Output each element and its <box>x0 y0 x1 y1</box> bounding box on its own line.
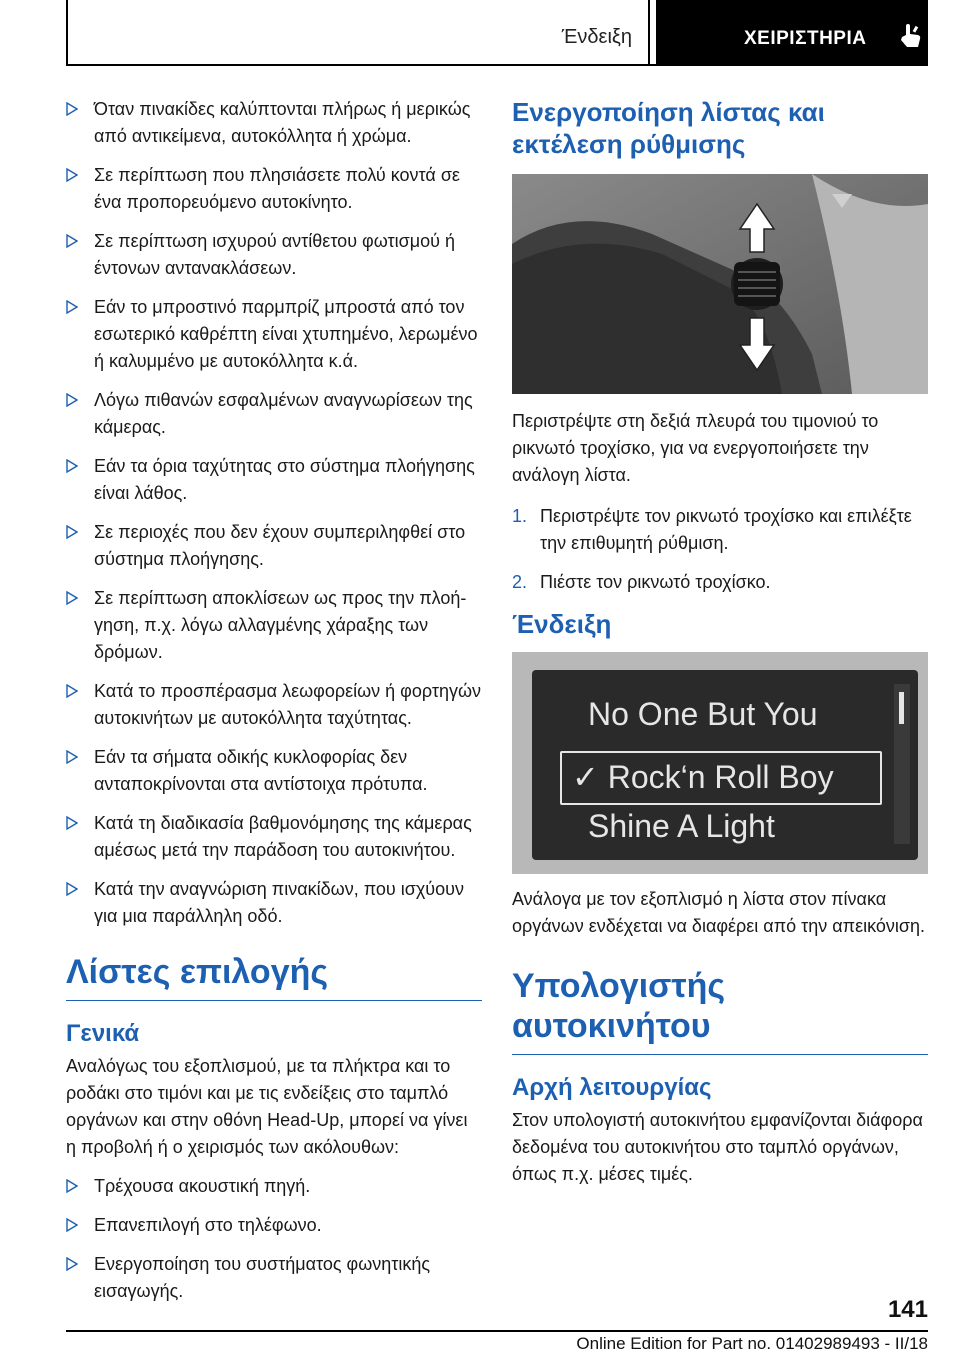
triangle-bullet-icon <box>66 393 78 407</box>
left-column <box>66 96 482 1317</box>
steps-list <box>512 503 928 596</box>
list-item: Εάν τα όρια ταχύτητας στο σύστημα πλοήγησης είναι λάθος. <box>66 453 482 507</box>
list-item: Επανεπιλογή στο τηλέφωνο. <box>66 1212 482 1239</box>
chapter-tab <box>656 0 928 66</box>
list-item: Κατά το προσπέρασμα λεωφορείων ή φορτηγών αυτοκινήτων με αυτοκόλλητα ταχύτητας. <box>66 678 482 732</box>
triangle-bullet-icon <box>66 168 78 182</box>
triangle-bullet-icon <box>66 750 78 764</box>
list-item: Λόγω πιθανών εσφαλμένων αναγνωρίσεων της κάμερας. <box>66 387 482 441</box>
options-list <box>66 1173 482 1305</box>
section-title-activate-list: Ενεργοποίηση λίστας και εκτέλεση ρύθμισης <box>512 97 825 159</box>
section-title-selection-lists: Λίστες επιλογής <box>66 952 482 1001</box>
list-item: Εάν τα σήματα οδικής κυκλοφορίας δεν ανταποκρίνονται στα αντίστοιχα πρότυπα. <box>66 744 482 798</box>
list-item: Σε περιοχές που δεν έχουν συμπεριληφθεί στο σύστημα πλοήγησης. <box>66 519 482 573</box>
display-item: Shine A Light <box>588 808 775 844</box>
page-header <box>0 0 960 66</box>
step-item: 1. Περιστρέψτε τον ρικνωτό τροχίσκο και επιλέξτε την επιθυμητή ρύθμιση. <box>512 506 912 553</box>
triangle-bullet-icon <box>66 525 78 539</box>
list-item: Σε περίπτωση ισχυρού αντίθετου φωτισμού ή έντονων αντανακλάσεων. <box>66 228 482 282</box>
triangle-bullet-icon <box>66 1218 78 1232</box>
list-item: Όταν πινακίδες καλύπτονται πλήρως ή μερικώς από αντικείμενα, αυτοκόλλητα ή χρώμα. <box>66 96 482 150</box>
display-item-selected: ✓ Rock‘n Roll Boy <box>572 759 834 795</box>
display-item: No One But You <box>588 696 818 732</box>
triangle-bullet-icon <box>66 300 78 314</box>
list-item: Σε περίπτωση αποκλίσεων ως προς την πλοήγηση, π.χ. λόγω αλλαγμένης χάραξης των δρόμων. <box>66 585 482 666</box>
triangle-bullet-icon <box>66 684 78 698</box>
triangle-bullet-icon <box>66 459 78 473</box>
list-item: Ενεργοποίηση του συστήματος φωνητικής εισαγωγής. <box>66 1251 482 1305</box>
list-item: Σε περίπτωση που πλησιάσετε πολύ κοντά σε ένα προπορευόμενο αυτοκίνητο. <box>66 162 482 216</box>
chapter-label: ΧΕΙΡΙΣΤΗΡΙΑ <box>744 28 867 49</box>
triangle-bullet-icon <box>66 1179 78 1193</box>
wheel-caption: Περιστρέψτε στη δεξιά πλευρά του τιμονιού το ρικνωτό τροχίσκο, για να ενεργοποιήσετε την ανάλογη λίστα. <box>512 411 879 485</box>
edition-note: Online Edition for Part no. 01402989493 - II/18 <box>576 1334 928 1353</box>
section-title-display: Ένδειξη <box>512 609 612 639</box>
hand-pointer-icon <box>896 22 924 50</box>
subsection-title-general: Γενικά <box>66 1020 140 1047</box>
general-intro: Αναλόγως του εξοπλισμού, με τα πλήκτρα και το ροδάκι στο τιμόνι και με τις ενδείξεις στο ταμπλό οργάνων και στην οθόνη Head-Up, μπορεί να γίνει η προβολή ή ο χειρισμός των ακόλουθων: <box>66 1056 468 1157</box>
header-rule <box>66 64 928 66</box>
triangle-bullet-icon <box>66 591 78 605</box>
footer-rule <box>66 1330 928 1332</box>
right-column <box>512 96 928 1188</box>
subsection-title-principle: Αρχή λειτουργίας <box>512 1074 712 1101</box>
triangle-bullet-icon <box>66 816 78 830</box>
limitations-list <box>66 96 482 930</box>
display-screen <box>532 670 918 860</box>
page-number: 141 <box>887 1296 928 1323</box>
section-tab <box>66 0 650 66</box>
display-caption: Ανάλογα με τον εξοπλισμό η λίστα στον πίνακα οργάνων ενδέχεται να διαφέρει από την απεικόνιση. <box>512 889 926 936</box>
list-item: Κατά τη διαδικασία βαθμονόμησης της κάμερας αμέσως μετά την παράδοση του αυτοκινήτου. <box>66 810 482 864</box>
principle-text: Στον υπολογιστή αυτοκινήτου εμφανίζονται διάφορα δεδομένα του αυτοκινήτου στο ταμπλό οργάνων, όπως π.χ. μέσες τιμές. <box>512 1110 923 1184</box>
list-item: Εάν το μπροστινό παρμπρίζ μπροστά από τον εσωτερικό καθρέπτη είναι χτυπημένο, λερωμένο ή καλυμμένο με αυτοκόλλητα κ.ά. <box>66 294 482 375</box>
triangle-bullet-icon <box>66 234 78 248</box>
scrollbar-thumb <box>899 692 904 724</box>
steering-wheel-figure <box>512 174 928 394</box>
list-item: Τρέχουσα ακουστική πηγή. <box>66 1173 482 1200</box>
section-title-onboard-computer: Υπολογιστής αυτοκινήτου <box>512 966 928 1055</box>
instrument-display-figure <box>512 652 928 874</box>
list-item: Κατά την αναγνώριση πινακίδων, που ισχύουν για μια παράλληλη οδό. <box>66 876 482 930</box>
steering-wheel-illustration <box>512 174 928 394</box>
step-item: 2. Πιέστε τον ρικνωτό τροχίσκο. <box>512 572 771 592</box>
triangle-bullet-icon <box>66 882 78 896</box>
triangle-bullet-icon <box>66 102 78 116</box>
section-tab-label: Ένδειξη <box>561 26 632 48</box>
triangle-bullet-icon <box>66 1257 78 1271</box>
